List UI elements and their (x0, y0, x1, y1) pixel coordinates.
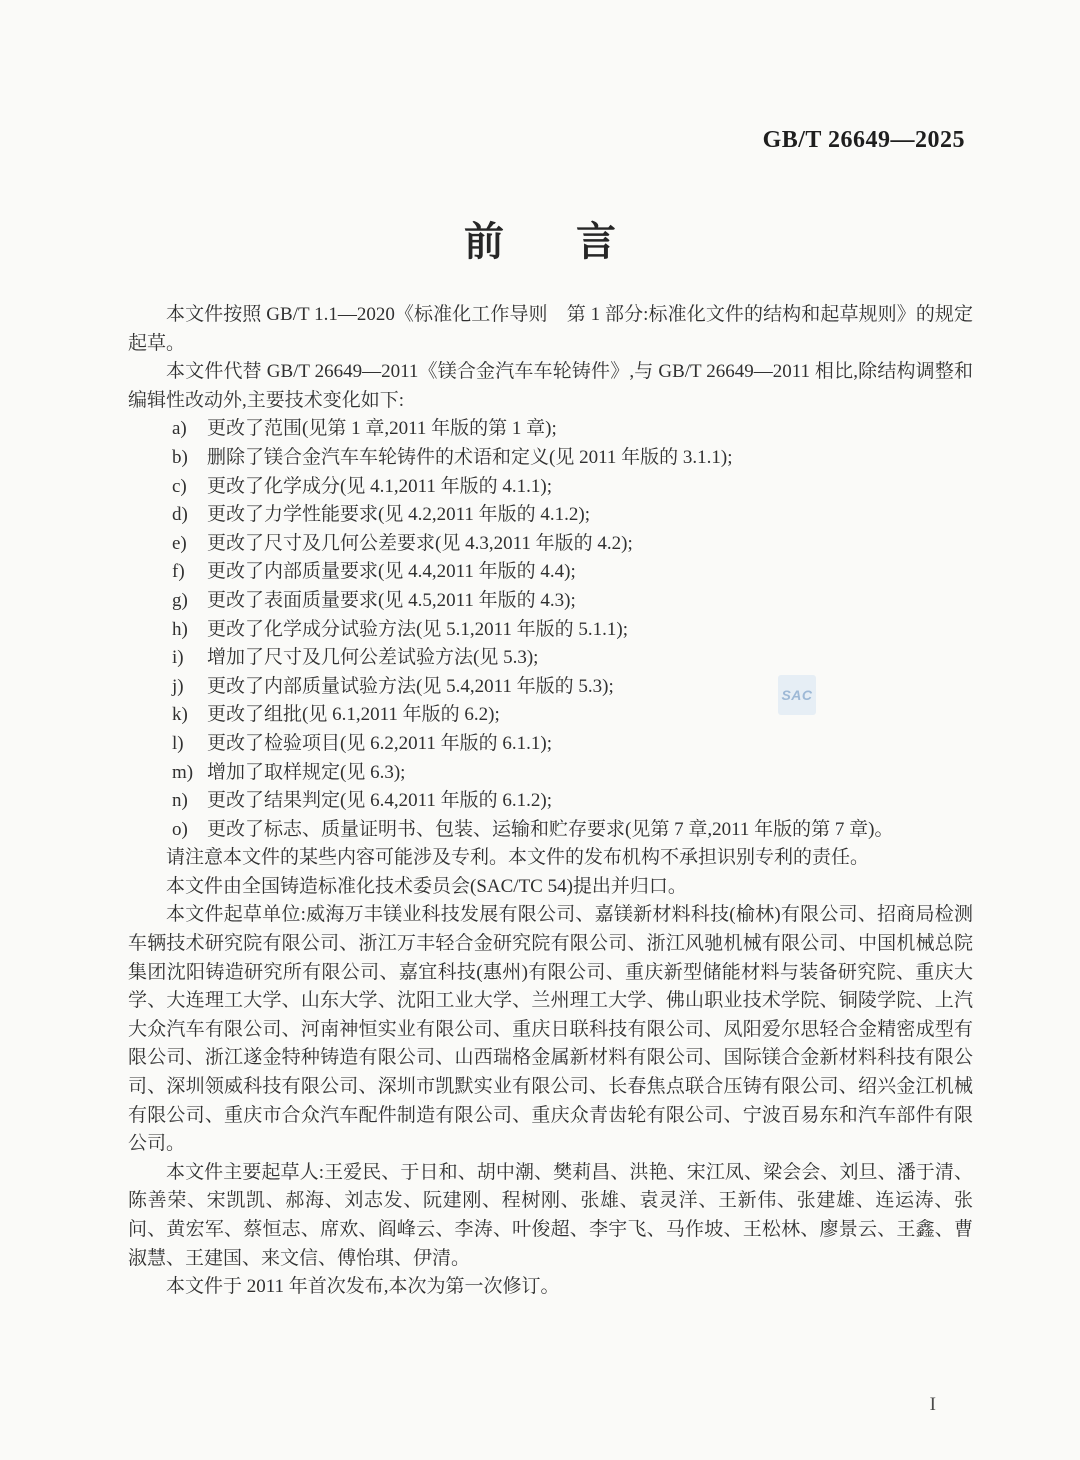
list-item-n (128, 787, 973, 816)
list-marker: a) (172, 418, 187, 440)
list-text: 增加了尺寸及几何公差试验方法(见 5.3); (207, 647, 539, 669)
list-text: 更改了标志、质量证明书、包装、运输和贮存要求(见第 7 章,2011 年版的第 7 章)。 (207, 818, 894, 840)
list-item-e (128, 530, 973, 559)
paragraph-replacement-note: 本文件代替 GB/T 26649—2011《镁合金汽车车轮铸件》,与 GB/T 26649—2011 相比,除结构调整和编辑性改动外,主要技术变化如下: (128, 361, 973, 411)
list-text: 更改了表面质量要求(见 4.5,2011 年版的 4.3); (207, 589, 576, 611)
list-marker: f) (172, 561, 185, 583)
list-marker: o) (172, 818, 188, 840)
list-marker: i) (172, 647, 184, 669)
list-marker: d) (172, 504, 188, 526)
list-item-h (128, 616, 973, 645)
paragraph-main-drafters: 本文件主要起草人:王爱民、于日和、胡中潮、樊莉昌、洪艳、宋江凤、梁会会、刘旦、潘于清、陈善荣、宋凯凯、郝海、刘志发、阮建刚、程树刚、张雄、袁灵洋、王新伟、张建雄、连运涛、张问、黄宏军、蔡恒志、席欢、阎峰云、李涛、叶俊超、李宇飞、马作坡、王松林、廖景云、王鑫、曹淑慧、王建国、来文信、傅怡琪、伊清。 (128, 1161, 973, 1269)
list-item-l (128, 730, 973, 759)
list-marker: l) (172, 732, 184, 754)
list-marker: m) (172, 761, 194, 783)
list-item-k (128, 701, 973, 730)
list-item-d (128, 501, 973, 530)
list-text: 更改了组批(见 6.1,2011 年版的 6.2); (207, 704, 500, 726)
paragraph-patent-notice: 请注意本文件的某些内容可能涉及专利。本文件的发布机构不承担识别专利的责任。 (166, 847, 870, 869)
list-text: 更改了内部质量要求(见 4.4,2011 年版的 4.4); (207, 561, 576, 583)
paragraph-drafting-units: 本文件起草单位:威海万丰镁业科技发展有限公司、嘉镁新材料科技(榆林)有限公司、招商局检测车辆技术研究院有限公司、浙江万丰轻合金研究院有限公司、浙江风驰机械有限公司、中国机械总院集团沈阳铸造研究所有限公司、嘉宜科技(惠州)有限公司、重庆新型储能材料与装备研究院、重庆大学、大连理工大学、山东大学、沈阳工业大学、兰州理工大学、佛山职业技术学院、铜陵学院、上汽大众汽车有限公司、河南神恒实业有限公司、重庆日联科技有限公司、凤阳爱尔思轻合金精密成型有限公司、浙江遂金特种铸造有限公司、山西瑞格金属新材料有限公司、国际镁合金新材料科技有限公司、深圳领威科技有限公司、深圳市凯默实业有限公司、长春焦点联合压铸有限公司、绍兴金江机械有限公司、重庆市合众汽车配件制造有限公司、重庆众青齿轮有限公司、宁波百易东和汽车部件有限公司。 (128, 904, 973, 1155)
list-text: 更改了尺寸及几何公差要求(见 4.3,2011 年版的 4.2); (207, 532, 633, 554)
list-marker: j) (172, 675, 184, 697)
list-text: 增加了取样规定(见 6.3); (207, 761, 406, 783)
list-text: 更改了化学成分试验方法(见 5.1,2011 年版的 5.1.1); (207, 618, 628, 640)
paragraph-revision-history: 本文件于 2011 年首次发布,本次为第一次修订。 (166, 1276, 560, 1298)
list-item-i (128, 644, 973, 673)
paragraph-committee: 本文件由全国铸造标准化技术委员会(SAC/TC 54)提出并归口。 (166, 875, 687, 897)
list-item-c (128, 473, 973, 502)
title-char-yan: 言 (576, 219, 616, 264)
list-marker: e) (172, 532, 187, 554)
list-item-m (128, 759, 973, 788)
technical-change-list (128, 415, 973, 844)
list-item-o (128, 816, 973, 845)
page-title (0, 210, 1080, 267)
page-number: I (929, 1394, 936, 1415)
document-body (128, 301, 973, 1302)
list-item-f (128, 558, 973, 587)
list-text: 更改了结果判定(见 6.4,2011 年版的 6.1.2); (207, 790, 552, 812)
list-text: 更改了范围(见第 1 章,2011 年版的第 1 章); (207, 418, 557, 440)
title-char-qian: 前 (464, 219, 504, 264)
list-marker: b) (172, 446, 188, 468)
list-text: 删除了镁合金汽车车轮铸件的术语和定义(见 2011 年版的 3.1.1); (207, 446, 733, 468)
list-item-a (128, 415, 973, 444)
sac-watermark-text: SAC (781, 687, 813, 703)
list-marker: c) (172, 475, 187, 497)
list-marker: k) (172, 704, 188, 726)
paragraph-drafting-basis: 本文件按照 GB/T 1.1—2020《标准化工作导则 第 1 部分:标准化文件的结构和起草规则》的规定起草。 (128, 304, 973, 354)
list-marker: h) (172, 618, 188, 640)
list-item-j (128, 673, 973, 702)
list-text: 更改了内部质量试验方法(见 5.4,2011 年版的 5.3); (207, 675, 614, 697)
list-text: 更改了化学成分(见 4.1,2011 年版的 4.1.1); (207, 475, 552, 497)
list-text: 更改了检验项目(见 6.2,2011 年版的 6.1.1); (207, 732, 552, 754)
standard-number: GB/T 26649—2025 (762, 127, 965, 153)
list-item-g (128, 587, 973, 616)
list-marker: g) (172, 589, 188, 611)
list-item-b (128, 444, 973, 473)
list-marker: n) (172, 790, 188, 812)
list-text: 更改了力学性能要求(见 4.2,2011 年版的 4.1.2); (207, 504, 590, 526)
